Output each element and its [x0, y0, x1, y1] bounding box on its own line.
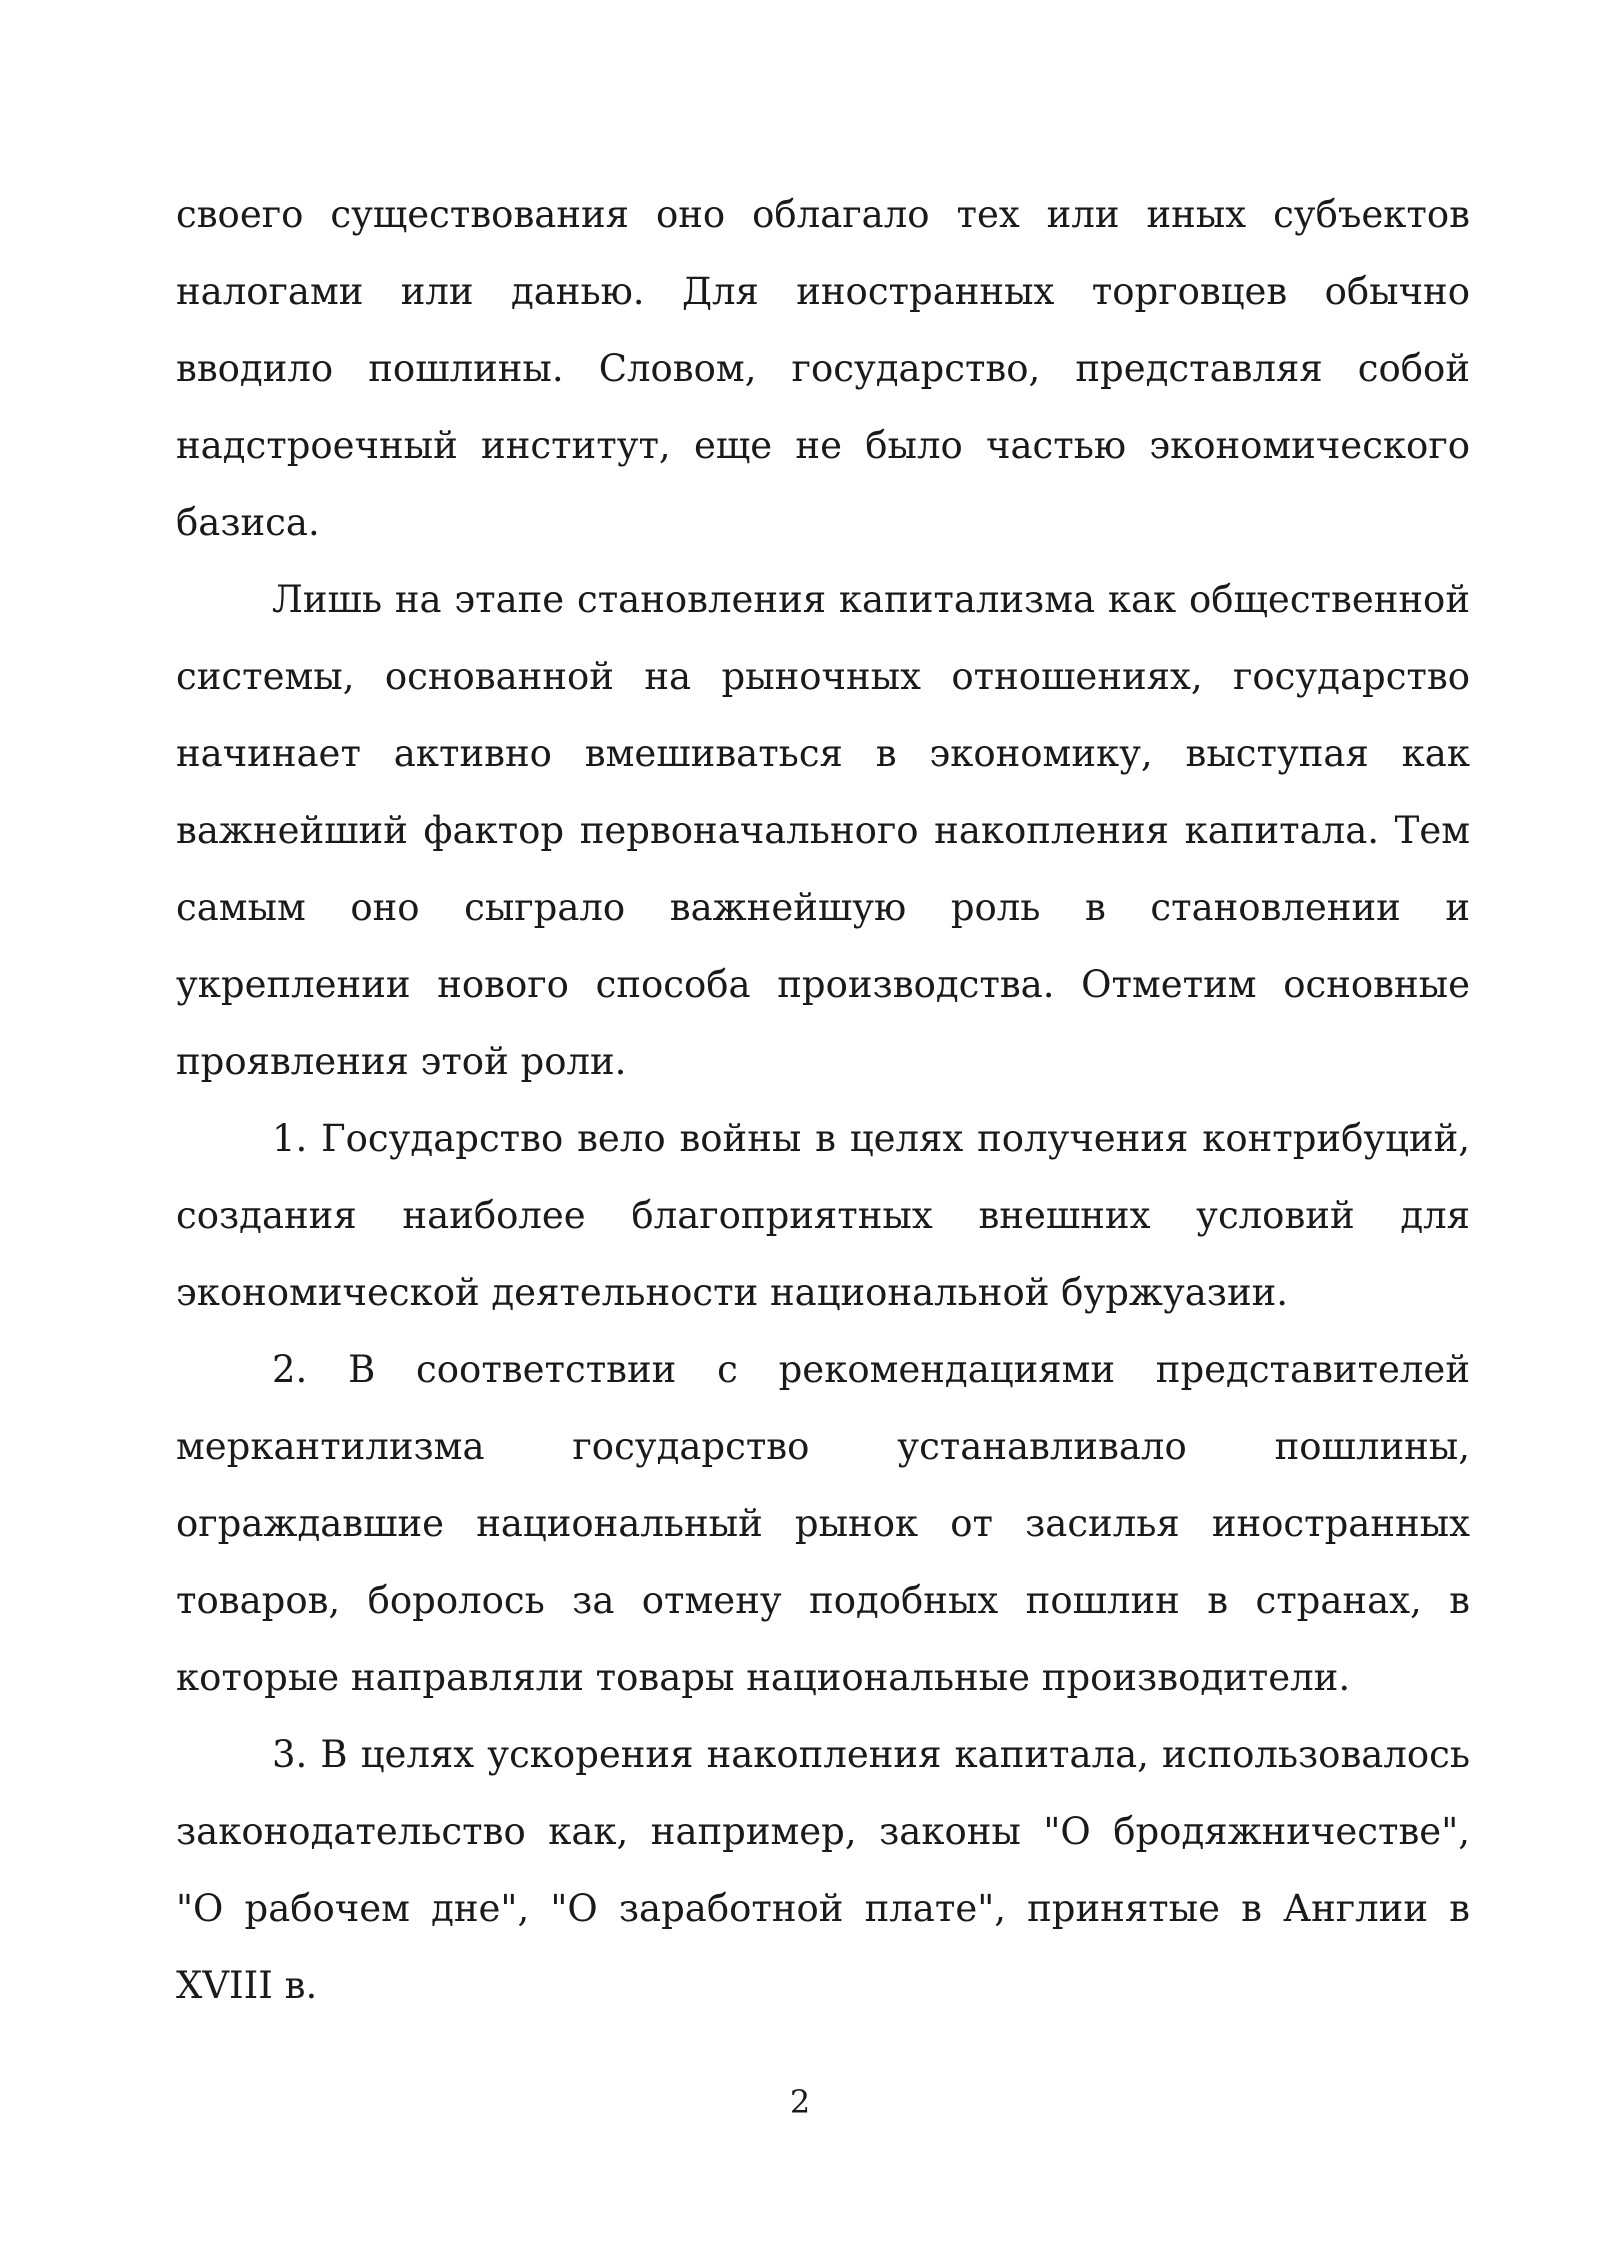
paragraph-capitalism-intro: Лишь на этапе становления капитализма как общественной системы, основанной на рыночных отношениях, государство начинает активно вмешиваться в экономику, выступая как важнейший фактор первоначального накопления капитала. Тем самым оно сыграло важнейшую роль в становлении и укреплении нового способа производства. Отметим основные проявления этой роли. [176, 578, 1470, 1083]
body-text [176, 176, 1470, 2024]
paragraph-continuation: своего существования оно облагало тех или иных субъектов налогами или данью. Для иностранных торговцев обычно вводило пошлины. Словом, государство, представляя собой надстроечный институт, еще не было частью экономического базиса. [176, 193, 1470, 544]
list-item-3: 3. В целях ускорения накопления капитала, использовалось законодательство как, например, законы "О бродяжничестве", "О рабочем дне", "О заработной плате", принятые в Англии в XVIII в. [176, 1733, 1470, 2007]
list-item-1: 1. Государство вело войны в целях получения контрибуций, создания наиболее благоприятных внешних условий для экономической деятельности национальной буржуазии. [176, 1117, 1470, 1314]
page-number: 2 [789, 2083, 811, 2121]
list-item-2: 2. В соответствии с рекомендациями представителей меркантилизма государство устанавливало пошлины, ограждавшие национальный рынок от засилья иностранных товаров, боролось за отмену подобных пошлин в странах, в которые направляли товары национальные производители. [176, 1348, 1470, 1699]
